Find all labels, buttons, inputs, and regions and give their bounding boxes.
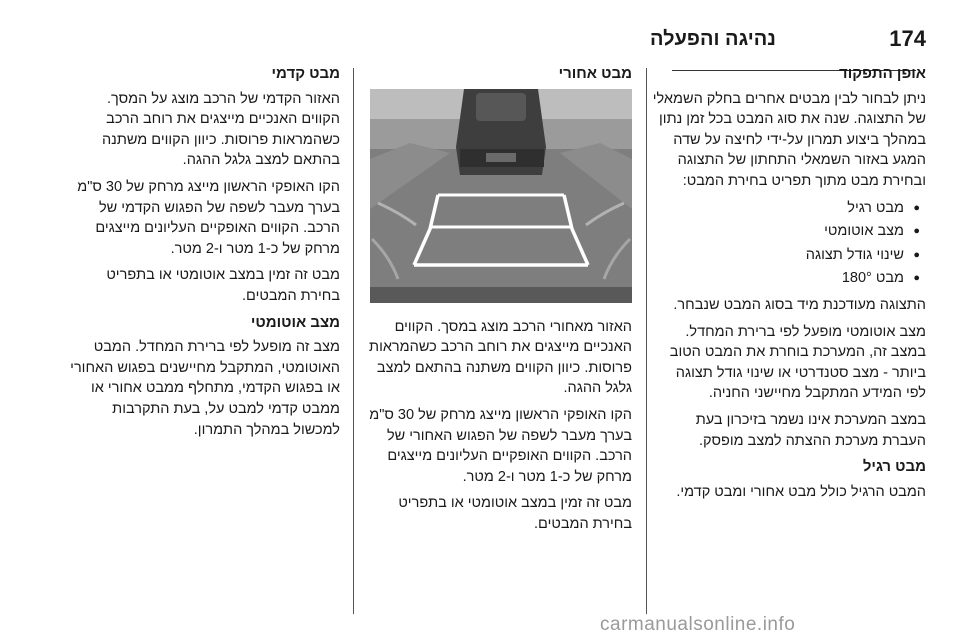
paragraph: הקו האופקי הראשון מייצג מרחק של 30 ס"מ בערך מעבר לשפה של הפגוש הקדמי של הרכב. הקווים האופקיים העליונים מייצגים מרחק של כ-1 מטר ו-2 מטר. [77,178,340,257]
section-heading: מצב אוטומטי [250,313,340,331]
page-header [650,22,926,54]
view-options-list [652,198,926,289]
section-heading: מבט אחורי [558,65,632,82]
column-middle [366,60,632,541]
paragraph: במצב המערכת אינו נשמר בזיכרון בעת העברת מערכת ההצתה למצב מופסק. [695,411,926,449]
list-item: ● מבט 180° [652,268,926,289]
paragraph: מבט זה זמין במצב אוטומטי או בתפריט בחירת המבטים. [106,267,340,304]
paragraph: הקו האופקי הראשון מייצג מרחק של 30 ס"מ בערך מעבר לשפה של הפגוש האחורי של הרכב. הקווים האופקיים העליונים מייצגים מרחק של כ-1 מטר ו-2 מטר. [369,406,632,485]
paragraph: התצוגה מעודכנת מיד בסוג המבט שנבחר. [673,296,926,313]
paragraph: המבט הרגיל כולל מבט אחורי ומבט קדמי. [676,483,926,500]
column-right [652,60,926,508]
section-heading: מבט קדמי [271,65,340,82]
column-left [70,60,340,446]
page-number: 174 [889,26,926,51]
section-heading: מבט רגיל [862,458,926,476]
section-heading: אופן התפקוד [839,65,926,82]
paragraph: האזור מאחורי הרכב מוצג במסך. הקווים האנכיים מייצגים את רוחב הרכב כשהמראות פרוסות. כיוון הקווים משתנה בהתאם למצב גלגל ההגה. [369,318,632,397]
list-item: ● שינוי גודל תצוגה [652,245,926,266]
list-item: ● מבט רגיל [652,198,926,219]
column-divider-left [353,68,354,614]
paragraph: מצב זה מופעל לפי ברירת המחדל. המבט האוטומטי, המתקבל מחיישנים בפגוש האחורי או בפגוש הקדמי, מתחלף ממבט אחורי או ממבט קדמי למבט על, בעת התקרבות למכשול במהלך התמרון. [70,339,340,438]
paragraph: האזור הקדמי של הרכב מוצג על המסך. הקווים האנכיים מייצגים את רוחב הרכב כשהמראות פרוסות. כיוון הקווים משתנה בהתאם למצב גלגל ההגה. [101,90,340,169]
column-divider-right [646,68,647,614]
list-item: ● מצב אוטומטי [652,221,926,242]
paragraph: מצב אוטומטי מופעל לפי ברירת המחדל. במצב זה, המערכת בוחרת את המבט הטוב ביותר - מצב סטנדרטי או שינוי גודל תצוגה לפי המידע המתקבל מחיישני החניה. [669,323,926,402]
watermark-text: carmanualsonline.info [600,614,796,635]
paragraph: ניתן לבחור לבין מבטים אחרים בחלק השמאלי של התצוגה. שנה את סוג המבט בכל זמן נתון במהלך ביצוע תמרון על-ידי לחיצה על שדה המגע באזור השמאלי התחתון של התצוגה ובחירת מבט מתוך תפריט בחירת המבט: [652,90,926,189]
header-title: נהיגה והפעלה [650,28,776,50]
paragraph: מבט זה זמין במצב אוטומטי או בתפריט בחירת המבטים. [398,495,632,532]
rear-camera-image [370,89,632,303]
